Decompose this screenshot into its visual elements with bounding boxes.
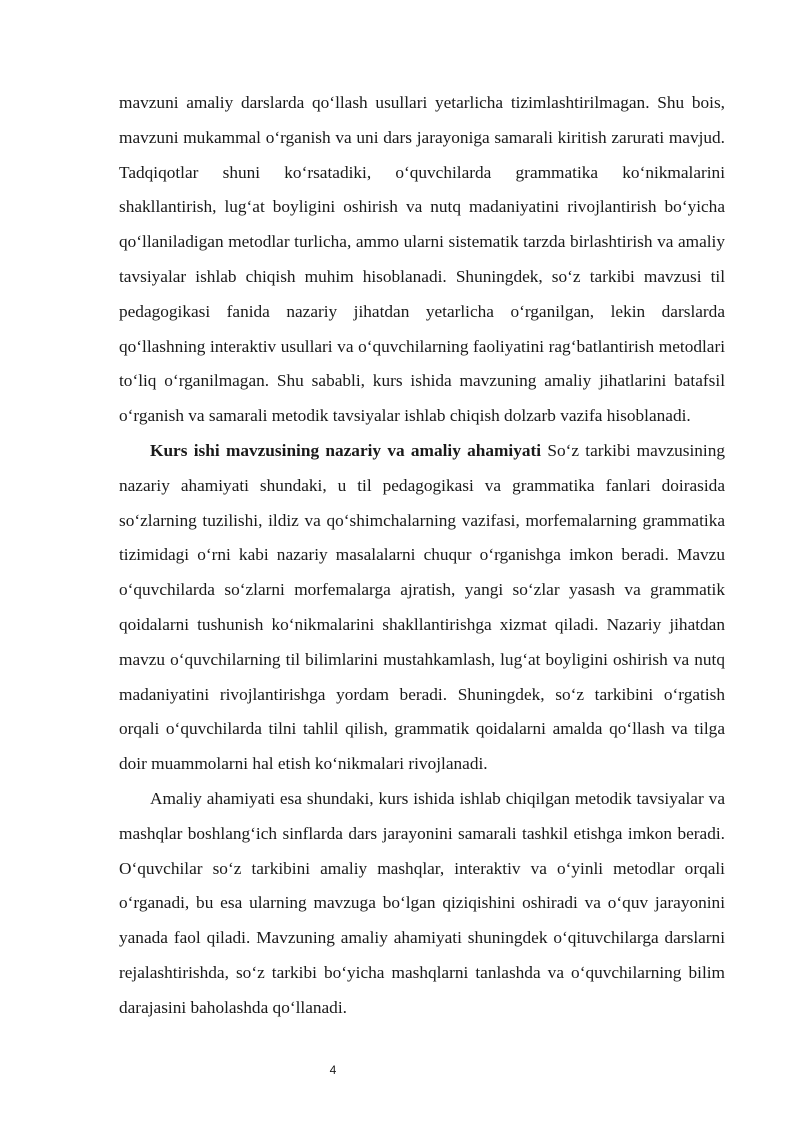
- page-number: 4: [329, 1063, 337, 1077]
- inline-heading: Kurs ishi mavzusining nazariy va amaliy ahamiyati: [150, 440, 542, 460]
- paragraph-practical: [119, 782, 725, 1026]
- paragraph-text: mavzuni amaliy darslarda qo‘llash usullari yetarlicha tizimlashtirilmagan. Shu bois, mavzuni mukammal o‘rganish va uni dars jarayoniga samarali kiritish zarurati mavjud. Tadqiqotlar shuni ko‘rsatadiki, o‘quvchilarda grammatika ko‘nikmalarini shakllantirish, lug‘at boyligini oshirish va nutq madaniyatini rivojlantirish bo‘yicha qo‘llaniladigan metodlar turlicha, ammo ularni sistematik tarzda birlashtirish va amaliy tavsiyalar ishlab chiqish muhim hisoblanadi. Shuningdek, so‘z tarkibi mavzusi til pedagogikasi fanida nazariy jihatdan yetarlicha o‘rganilgan, lekin darslarda qo‘llashning interaktiv usullari va o‘quvchilarning faoliyatini rag‘batlantirish metodlari to‘liq o‘rganilmagan. Shu sababli, kurs ishida mavzuning amaliy jihatlarini batafsil o‘rganish va samarali metodik tavsiyalar ishlab chiqish dolzarb vazifa hisoblanadi.: [119, 93, 725, 426]
- body-text: [119, 86, 725, 1026]
- paragraph-significance: [119, 434, 725, 782]
- paragraph-text: So‘z tarkibi mavzusining nazariy ahamiyati shundaki, u til pedagogikasi va grammatika fanlari doirasida so‘zlarning tuzilishi, ildiz va qo‘shimchalarning vazifasi, morfemalarning grammatika tizimidagi o‘rni kabi nazariy masalalarni chuqur o‘rganishga imkon beradi. Mavzu o‘quvchilarda so‘zlarni morfemalarga ajratish, yangi so‘zlar yasash va grammatik qoidalarni tushunish ko‘nikmalarini shakllantirishga xizmat qiladi. Nazariy jihatdan mavzu o‘quvchilarning til bilimlarini mustahkamlash, lug‘at boyligini oshirish va nutq madaniyatini rivojlantirishga yordam beradi. Shuningdek, so‘z tarkibini o‘rgatish orqali o‘quvchilarda tilni tahlil qilish, grammatik qoidalarni amalda qo‘llash va tilga doir muammolarni hal etish ko‘nikmalari rivojlanadi.: [119, 440, 725, 774]
- paragraph-text: Amaliy ahamiyati esa shundaki, kurs ishida ishlab chiqilgan metodik tavsiyalar va mashqlar boshlang‘ich sinflarda dars jarayonini samarali tashkil etishga imkon beradi. O‘quvchilar so‘z tarkibini amaliy mashqlar, interaktiv va o‘yinli metodlar orqali o‘rganadi, bu esa ularning mavzuga bo‘lgan qiziqishini oshiradi va o‘quv jarayonini yanada faol qiladi. Mavzuning amaliy ahamiyati shuningdek o‘qituvchilarga darslarni rejalashtirishda, so‘z tarkibi bo‘yicha mashqlarni tanlashda va o‘quvchilarning bilim darajasini baholashda qo‘llanadi.: [119, 788, 725, 1017]
- paragraph-continuation: [119, 86, 725, 434]
